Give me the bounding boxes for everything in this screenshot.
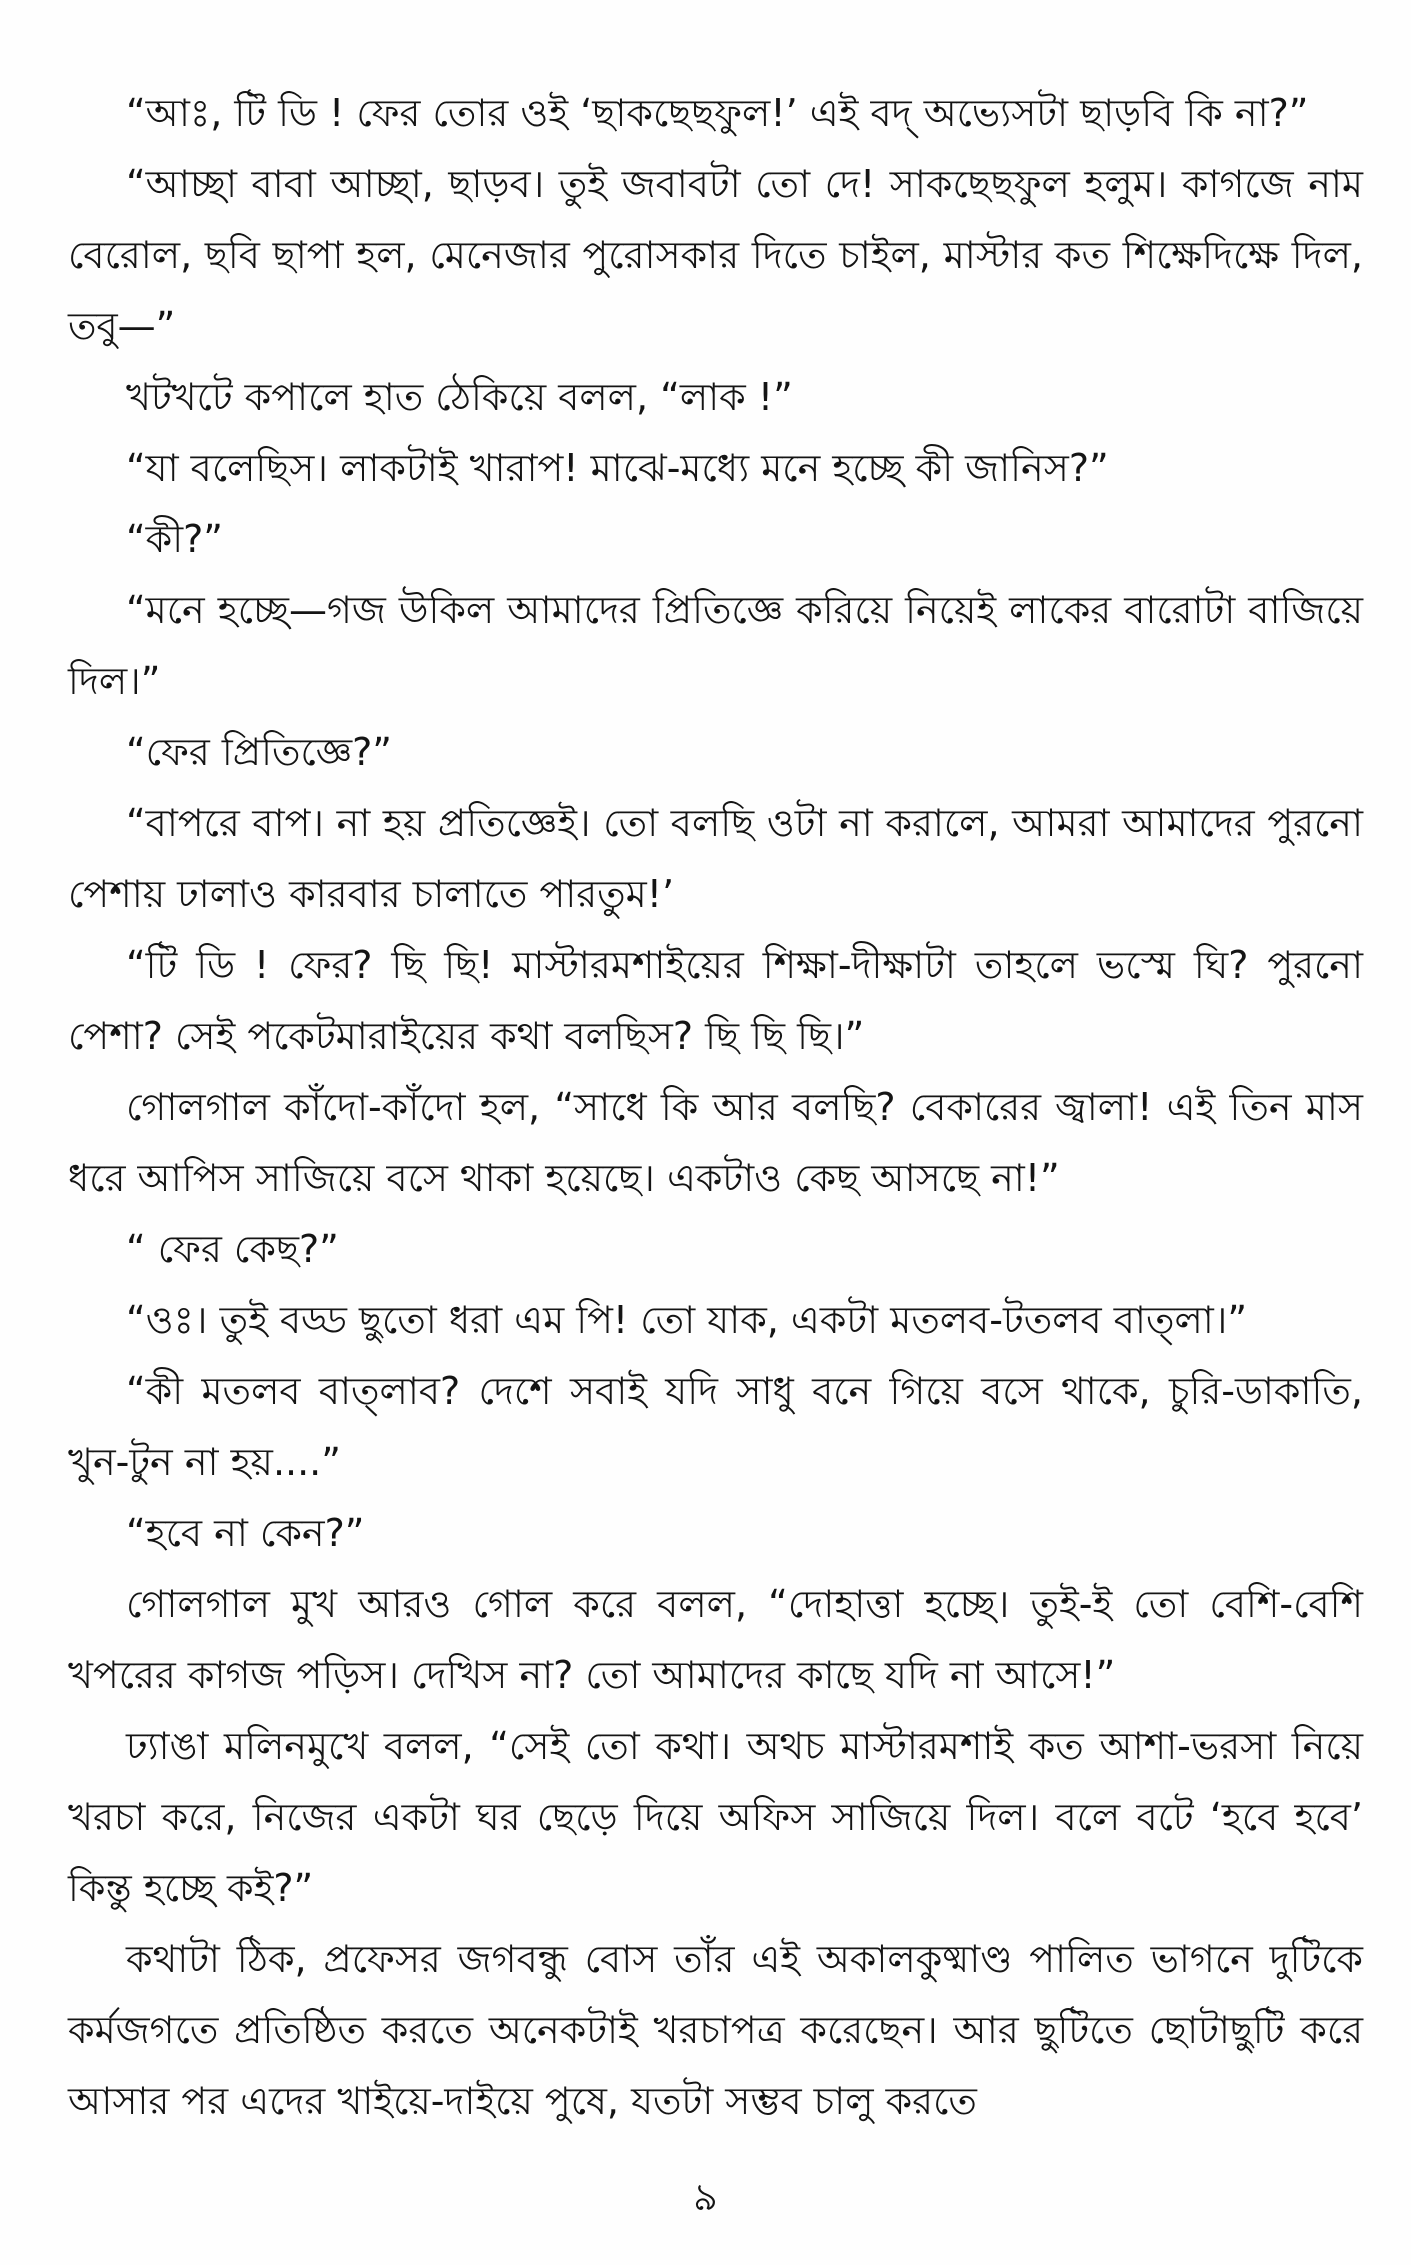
paragraph: “ওঃ। তুই বড্ড ছুতো ধরা এম পি! তো যাক, একটা মতলব-টতলব বাত্‌লা।”: [126, 1298, 1248, 1342]
page-number: ৯: [693, 2175, 718, 2219]
paragraph: “আঃ, টি ডি ! ফের তোর ওই ‘ছাকছেছফুল!’ এই বদ্ অভ্যেসটা ছাড়বি কি না?”: [126, 91, 1309, 135]
paragraph: “আচ্ছা বাবা আচ্ছা, ছাড়ব। তুই জবাবটা তো দে! সাকছেছফুল হলুম। কাগজে নাম বেরোল, ছবি ছাপা হল, মেনেজার পুরোসকার দিতে চাইল, মাস্টার কত শিক্ষেদিক্ষে দিল, তবু—”: [68, 162, 1363, 348]
paragraph: “ফের প্রিতিজ্ঞে?”: [126, 730, 392, 774]
paragraph: খটখটে কপালে হাত ঠেকিয়ে বলল, “লাক !”: [126, 375, 793, 419]
paragraph: কথাটা ঠিক, প্রফেসর জগবন্ধু বোস তাঁর এই অকালকুষ্মাণ্ড পালিত ভাগনে দুটিকে কর্মজগতে প্রতিষ্ঠিত করতে অনেকটাই খরচাপত্র করেছেন। আর ছুটিতে ছোটাছুটি করে আসার পর এদের খাইয়ে-দাইয়ে পুষে, যতটা সম্ভব চালু করতে: [68, 1937, 1363, 2123]
paragraph: “কী?”: [126, 517, 223, 561]
body-text: [68, 78, 1363, 2137]
paragraph: ঢ্যাঙা মলিনমুখে বলল, “সেই তো কথা। অথচ মাস্টারমশাই কত আশা-ভরসা নিয়ে খরচা করে, নিজের একটা ঘর ছেড়ে দিয়ে অফিস সাজিয়ে দিল। বলে বটে ‘হবে হবে’ কিন্তু হচ্ছে কই?”: [68, 1724, 1363, 1910]
paragraph: “কী মতলব বাত্‌লাব? দেশে সবাই যদি সাধু বনে গিয়ে বসে থাকে, চুরি-ডাকাতি, খুন-টুন না হয়....”: [68, 1369, 1363, 1484]
paragraph: “টি ডি ! ফের? ছি ছি! মাস্টারমশাইয়ের শিক্ষা-দীক্ষাটা তাহলে ভস্মে ঘি? পুরনো পেশা? সেই পকেটমারাইয়ের কথা বলছিস? ছি ছি ছি।”: [68, 943, 1363, 1058]
paragraph: “হবে না কেন?”: [126, 1511, 365, 1555]
paragraph: গোলগাল মুখ আরও গোল করে বলল, “দোহাত্তা হচ্ছে। তুই-ই তো বেশি-বেশি খপরের কাগজ পড়িস। দেখিস না? তো আমাদের কাছে যদি না আসে!”: [68, 1582, 1363, 1697]
paragraph: “বাপরে বাপ। না হয় প্রতিজ্ঞেই। তো বলছি ওটা না করালে, আমরা আমাদের পুরনো পেশায় ঢালাও কারবার চালাতে পারতুম!’: [68, 801, 1363, 916]
paragraph: গোলগাল কাঁদো-কাঁদো হল, “সাধে কি আর বলছি? বেকারের জ্বালা! এই তিন মাস ধরে আপিস সাজিয়ে বসে থাকা হয়েছে। একটাও কেছ আসছে না!”: [68, 1085, 1363, 1200]
paragraph: “মনে হচ্ছে—গজ উকিল আমাদের প্রিতিজ্ঞে করিয়ে নিয়েই লাকের বারোটা বাজিয়ে দিল।”: [68, 588, 1363, 703]
paragraph: “ ফের কেছ?”: [126, 1227, 339, 1271]
paragraph: “যা বলেছিস। লাকটাই খারাপ! মাঝে-মধ্যে মনে হচ্ছে কী জানিস?”: [126, 446, 1109, 490]
